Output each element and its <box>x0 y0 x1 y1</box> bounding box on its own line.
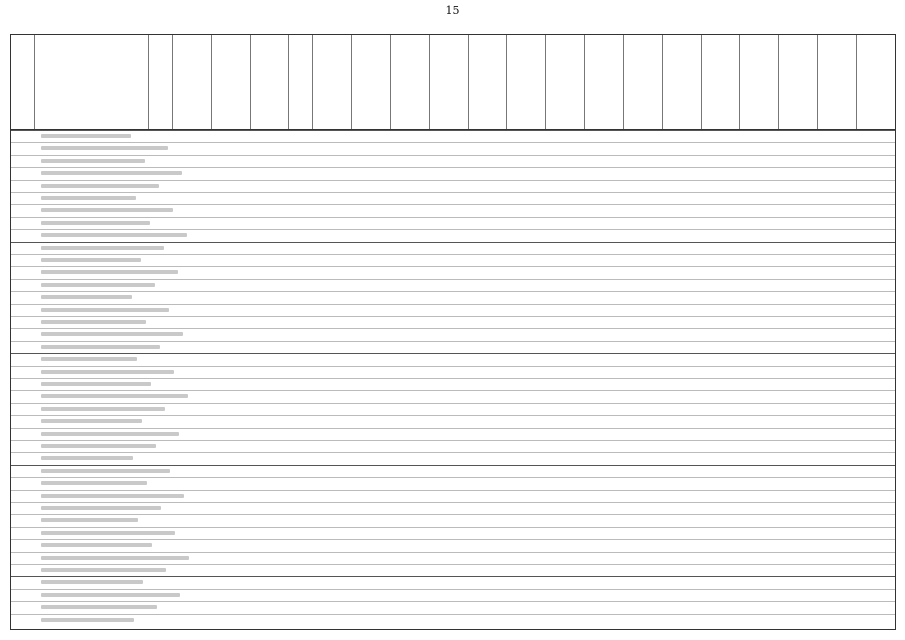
table-row <box>11 291 895 292</box>
header-column <box>11 35 35 129</box>
table-row <box>11 490 895 491</box>
illegible-text-placeholder <box>41 332 183 336</box>
page-number: 15 <box>445 4 460 17</box>
table-body <box>11 130 895 630</box>
header-column <box>251 35 290 129</box>
table-row <box>11 180 895 181</box>
illegible-text-placeholder <box>41 543 152 547</box>
illegible-text-placeholder <box>41 270 178 274</box>
table-row <box>11 415 895 416</box>
table-header <box>11 35 895 130</box>
header-column <box>663 35 702 129</box>
illegible-text-placeholder <box>41 506 161 510</box>
header-column <box>585 35 624 129</box>
table-row <box>11 353 895 354</box>
illegible-text-placeholder <box>41 233 187 237</box>
table-row <box>11 390 895 391</box>
table-row <box>11 279 895 280</box>
table-row <box>11 366 895 367</box>
illegible-text-placeholder <box>41 432 179 436</box>
header-column <box>289 35 313 129</box>
table-row <box>11 403 895 404</box>
table-row <box>11 477 895 478</box>
illegible-text-placeholder <box>41 246 164 250</box>
illegible-text-placeholder <box>41 221 150 225</box>
illegible-text-placeholder <box>41 481 147 485</box>
illegible-text-placeholder <box>41 518 138 522</box>
header-column <box>546 35 585 129</box>
table-row <box>11 217 895 218</box>
illegible-text-placeholder <box>41 258 141 262</box>
table-row <box>11 502 895 503</box>
illegible-text-placeholder <box>41 345 160 349</box>
header-column <box>35 35 150 129</box>
illegible-text-placeholder <box>41 419 142 423</box>
header-column <box>740 35 779 129</box>
table-row <box>11 192 895 193</box>
table-row <box>11 589 895 590</box>
header-column <box>391 35 430 129</box>
header-column <box>779 35 818 129</box>
header-column <box>149 35 173 129</box>
illegible-text-placeholder <box>41 605 157 609</box>
illegible-text-placeholder <box>41 444 156 448</box>
table-row <box>11 428 895 429</box>
illegible-text-placeholder <box>41 308 169 312</box>
illegible-text-placeholder <box>41 370 174 374</box>
table-row <box>11 452 895 453</box>
table-row <box>11 155 895 156</box>
table-row <box>11 514 895 515</box>
table-row <box>11 167 895 168</box>
illegible-text-placeholder <box>41 593 180 597</box>
illegible-text-placeholder <box>41 320 146 324</box>
header-column <box>430 35 469 129</box>
table-row <box>11 254 895 255</box>
header-column <box>624 35 663 129</box>
illegible-text-placeholder <box>41 382 151 386</box>
table-row <box>11 328 895 329</box>
illegible-text-placeholder <box>41 283 155 287</box>
table-row <box>11 539 895 540</box>
register-table <box>10 34 896 630</box>
table-row <box>11 204 895 205</box>
header-column <box>818 35 857 129</box>
illegible-text-placeholder <box>41 556 189 560</box>
header-column <box>507 35 546 129</box>
table-row <box>11 242 895 243</box>
table-row <box>11 304 895 305</box>
illegible-text-placeholder <box>41 394 188 398</box>
illegible-text-placeholder <box>41 531 175 535</box>
table-row <box>11 440 895 441</box>
header-column <box>857 35 895 129</box>
table-row <box>11 316 895 317</box>
header-column <box>313 35 352 129</box>
table-row <box>11 601 895 602</box>
table-row <box>11 465 895 466</box>
table-row <box>11 552 895 553</box>
table-row <box>11 576 895 577</box>
header-column <box>469 35 508 129</box>
illegible-text-placeholder <box>41 208 173 212</box>
table-row <box>11 527 895 528</box>
illegible-text-placeholder <box>41 357 137 361</box>
illegible-text-placeholder <box>41 184 159 188</box>
illegible-text-placeholder <box>41 159 145 163</box>
table-row <box>11 614 895 615</box>
table-row <box>11 142 895 143</box>
table-row <box>11 341 895 342</box>
header-column <box>702 35 741 129</box>
illegible-text-placeholder <box>41 295 132 299</box>
table-row <box>11 229 895 230</box>
table-row <box>11 266 895 267</box>
illegible-text-placeholder <box>41 456 133 460</box>
table-row <box>11 378 895 379</box>
header-column <box>352 35 391 129</box>
header-column <box>173 35 212 129</box>
illegible-text-placeholder <box>41 469 170 473</box>
illegible-text-placeholder <box>41 568 166 572</box>
table-row <box>11 564 895 565</box>
header-column <box>212 35 251 129</box>
table-row <box>11 130 895 131</box>
illegible-text-placeholder <box>41 407 165 411</box>
illegible-text-placeholder <box>41 134 131 138</box>
illegible-text-placeholder <box>41 196 136 200</box>
illegible-text-placeholder <box>41 580 143 584</box>
illegible-text-placeholder <box>41 494 184 498</box>
illegible-text-placeholder <box>41 171 182 175</box>
illegible-text-placeholder <box>41 146 168 150</box>
illegible-text-placeholder <box>41 618 134 622</box>
